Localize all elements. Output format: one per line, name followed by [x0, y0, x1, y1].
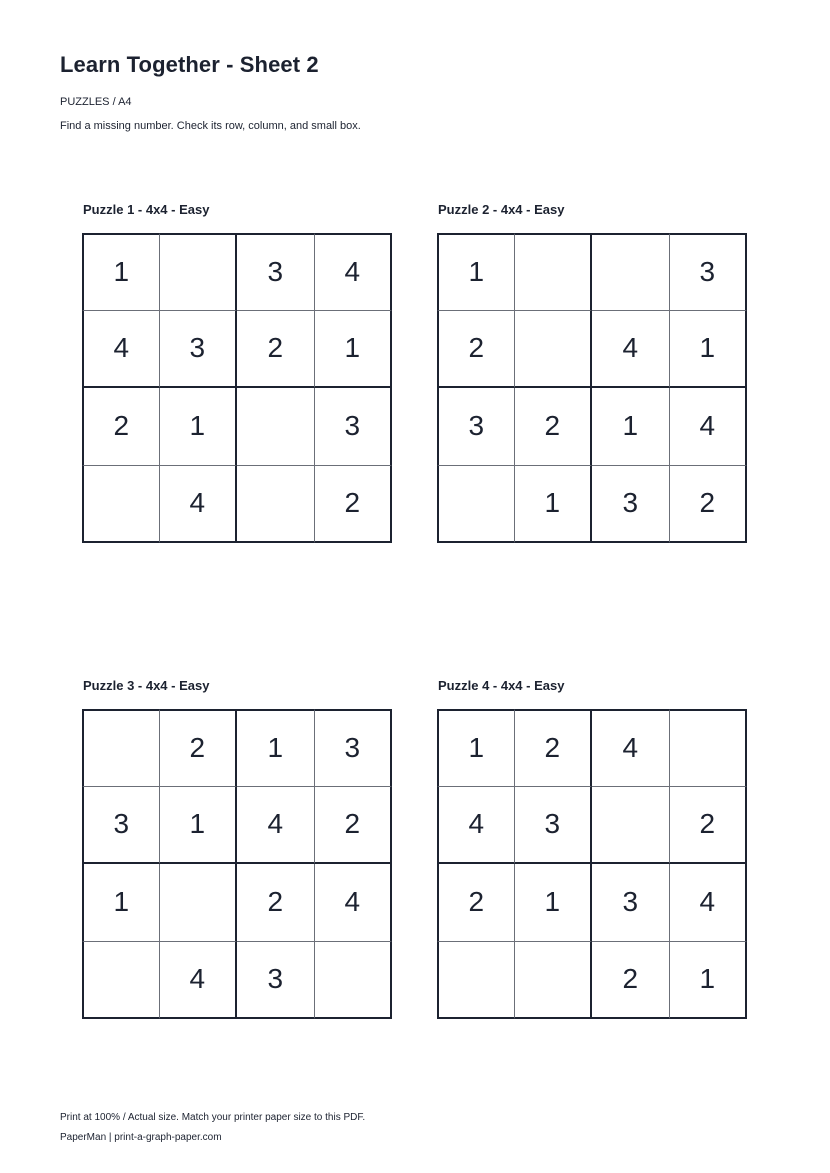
sudoku-cell: 3	[160, 311, 238, 389]
sudoku-cell: 2	[82, 388, 160, 466]
sudoku-cell: 1	[515, 864, 593, 942]
sudoku-cell: 4	[315, 233, 393, 311]
puzzle-3-grid	[82, 709, 392, 1019]
sudoku-cell	[160, 233, 238, 311]
brand-footer: PaperMan | print-a-graph-paper.com	[60, 1132, 222, 1143]
sudoku-cell	[437, 466, 515, 544]
sudoku-cell	[160, 864, 238, 942]
sudoku-cell: 2	[237, 864, 315, 942]
sudoku-cell: 2	[437, 311, 515, 389]
sudoku-cell: 1	[237, 709, 315, 787]
sudoku-cell: 2	[515, 388, 593, 466]
sudoku-cell: 1	[437, 709, 515, 787]
sudoku-cell	[82, 709, 160, 787]
sudoku-cell	[592, 787, 670, 865]
sudoku-cell: 2	[315, 787, 393, 865]
sudoku-cell	[670, 709, 748, 787]
sudoku-cell: 4	[237, 787, 315, 865]
sudoku-cell: 4	[670, 388, 748, 466]
sudoku-cell: 4	[592, 311, 670, 389]
sudoku-cell: 1	[670, 311, 748, 389]
puzzle-1-label: Puzzle 1 - 4x4 - Easy	[83, 202, 210, 217]
sudoku-cell: 3	[237, 942, 315, 1020]
sudoku-cell: 3	[315, 388, 393, 466]
sudoku-cell: 2	[515, 709, 593, 787]
puzzle-2-label: Puzzle 2 - 4x4 - Easy	[438, 202, 565, 217]
sudoku-cell	[437, 942, 515, 1020]
puzzle-1-grid	[82, 233, 392, 543]
sudoku-cell: 2	[592, 942, 670, 1020]
sudoku-cell: 4	[437, 787, 515, 865]
puzzle-3-label: Puzzle 3 - 4x4 - Easy	[83, 678, 210, 693]
sudoku-cell: 2	[160, 709, 238, 787]
sudoku-cell	[82, 942, 160, 1020]
sudoku-cell	[315, 942, 393, 1020]
sudoku-cell	[237, 388, 315, 466]
sudoku-cell: 2	[315, 466, 393, 544]
sudoku-cell: 1	[315, 311, 393, 389]
sudoku-cell: 3	[237, 233, 315, 311]
print-instructions: Print at 100% / Actual size. Match your printer paper size to this PDF.	[60, 1112, 366, 1123]
sudoku-cell: 4	[670, 864, 748, 942]
sudoku-cell: 1	[82, 864, 160, 942]
sudoku-cell: 4	[160, 942, 238, 1020]
sudoku-cell: 2	[670, 787, 748, 865]
sudoku-cell: 2	[670, 466, 748, 544]
sudoku-cell: 4	[160, 466, 238, 544]
sudoku-cell: 1	[515, 466, 593, 544]
sudoku-cell: 3	[670, 233, 748, 311]
sudoku-cell: 2	[237, 311, 315, 389]
sudoku-cell: 3	[515, 787, 593, 865]
sudoku-cell: 3	[82, 787, 160, 865]
sudoku-cell: 3	[437, 388, 515, 466]
sudoku-cell	[592, 233, 670, 311]
puzzle-4-grid	[437, 709, 747, 1019]
instructions-text: Find a missing number. Check its row, column, and small box.	[60, 120, 361, 132]
sudoku-cell	[515, 311, 593, 389]
page-title: Learn Together - Sheet 2	[60, 52, 319, 77]
sudoku-cell: 4	[315, 864, 393, 942]
sudoku-cell: 4	[592, 709, 670, 787]
sudoku-cell: 4	[82, 311, 160, 389]
sudoku-cell: 1	[160, 388, 238, 466]
sudoku-cell: 1	[592, 388, 670, 466]
sudoku-cell: 1	[437, 233, 515, 311]
puzzle-2-grid	[437, 233, 747, 543]
sudoku-cell: 3	[315, 709, 393, 787]
sudoku-cell: 1	[670, 942, 748, 1020]
sudoku-cell: 1	[160, 787, 238, 865]
sudoku-cell	[515, 942, 593, 1020]
sudoku-cell: 2	[437, 864, 515, 942]
sudoku-cell: 3	[592, 864, 670, 942]
sudoku-cell	[237, 466, 315, 544]
sudoku-cell	[82, 466, 160, 544]
puzzle-4-label: Puzzle 4 - 4x4 - Easy	[438, 678, 565, 693]
sudoku-cell: 1	[82, 233, 160, 311]
sudoku-cell: 3	[592, 466, 670, 544]
sudoku-cell	[515, 233, 593, 311]
page-subtitle: PUZZLES / A4	[60, 96, 132, 108]
